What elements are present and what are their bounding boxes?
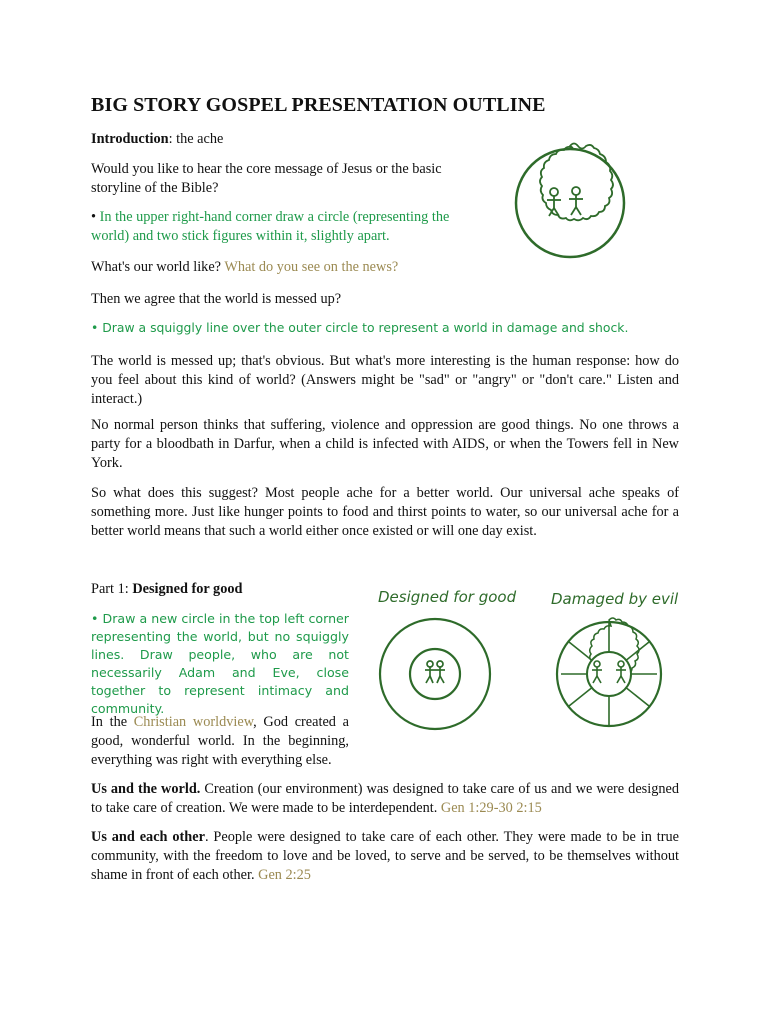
intro-label: Introduction	[91, 131, 169, 147]
world-circle	[516, 149, 624, 257]
intro-heading	[91, 130, 491, 149]
gen-reference-1[interactable]: Gen 1:29-30 2:15	[440, 800, 542, 816]
paragraph-us-and-world	[91, 780, 679, 818]
instruction-squiggly-line: • Draw a squiggly line over the outer circle to represent a world in damage and shock.	[91, 320, 629, 335]
instruction-draw-circle-text: In the upper right-hand corner draw a circle (representing the world) and two stick figures within it, slightly apart.	[91, 209, 450, 244]
part1-title: Designed for good	[132, 581, 243, 597]
part1-label: Part 1:	[91, 581, 133, 597]
instruction-new-circle: • Draw a new circle in the top left corner representing the world, but no squiggly lines. Draw people, who are not necessarily Adam and Eve, close together to represent intimacy and community.	[91, 611, 349, 716]
christian-worldview-link[interactable]: Christian worldview	[133, 714, 254, 730]
paragraph-us-and-each-other	[91, 828, 679, 885]
inner-circle	[587, 652, 631, 696]
us-and-each-other-text: . People were designed to take care of each other. They were made to be in true community, with the freedom to love and be loved, to serve and be served, to be themselves without shame in front of each other.	[91, 829, 680, 883]
outer-circle	[380, 619, 490, 729]
world-question	[91, 258, 491, 277]
designed-for-good-label: Designed for good	[378, 588, 517, 606]
paragraph-suffering: No normal person thinks that suffering, violence and oppression are good things. No one throws a party for a bloodbath in Darfur, when a child is infected with AIDS, or when the Towers fell in New York.	[91, 417, 679, 471]
gen-reference-2[interactable]: Gen 2:25	[258, 867, 311, 883]
worldview-text-a: In the	[91, 714, 134, 730]
inner-circle	[410, 649, 460, 699]
stick-figures-together	[425, 661, 445, 683]
paragraph-universal-ache: So what does this suggest? Most people ache for a better world. Our universal ache speaks of something more. Just like hunger points to food and thirst points to water, so our universal ache for a better world means that such a world either once existed or will one day exist.	[91, 485, 679, 539]
stick-figure-right	[569, 187, 583, 215]
damaged-world-drawing	[505, 138, 635, 268]
us-and-each-other-label: Us and each other	[91, 829, 205, 845]
world-question-text: What's our world like?	[91, 259, 222, 275]
messed-up-question: Then we agree that the world is messed up?	[91, 291, 342, 307]
stick-figure-left	[547, 188, 561, 216]
paragraph-human-response: The world is messed up; that's obvious. But what's more interesting is the human response: how do you feel about this kind of world? (Answers might be "sad" or "angry" or "don't care." Listen and interact.)	[91, 353, 679, 407]
us-and-world-text: Creation (our environment) was designed to take care of us and we were designed to take care of creation. We were made to be interdependent.	[91, 781, 679, 816]
part1-heading	[91, 580, 351, 599]
news-question: What do you see on the news?	[224, 259, 399, 275]
damaged-by-evil-label: Damaged by evil	[551, 590, 679, 608]
us-and-world-label: Us and the world.	[91, 781, 201, 797]
damaged-by-evil-drawing	[547, 612, 671, 736]
intro-question: Would you like to hear the core message of Jesus or the basic storyline of the Bible?	[91, 161, 442, 196]
intro-subtitle: : the ache	[168, 131, 224, 147]
page-title: BIG STORY GOSPEL PRESENTATION OUTLINE	[91, 94, 546, 116]
worldview-text-b: , God created a good, wonderful world. In the beginning, everything was right with everything else.	[91, 714, 349, 768]
paragraph-christian-worldview	[91, 713, 349, 770]
instruction-draw-circle	[91, 208, 483, 246]
bullet: •	[91, 209, 97, 225]
designed-for-good-drawing	[373, 612, 497, 736]
